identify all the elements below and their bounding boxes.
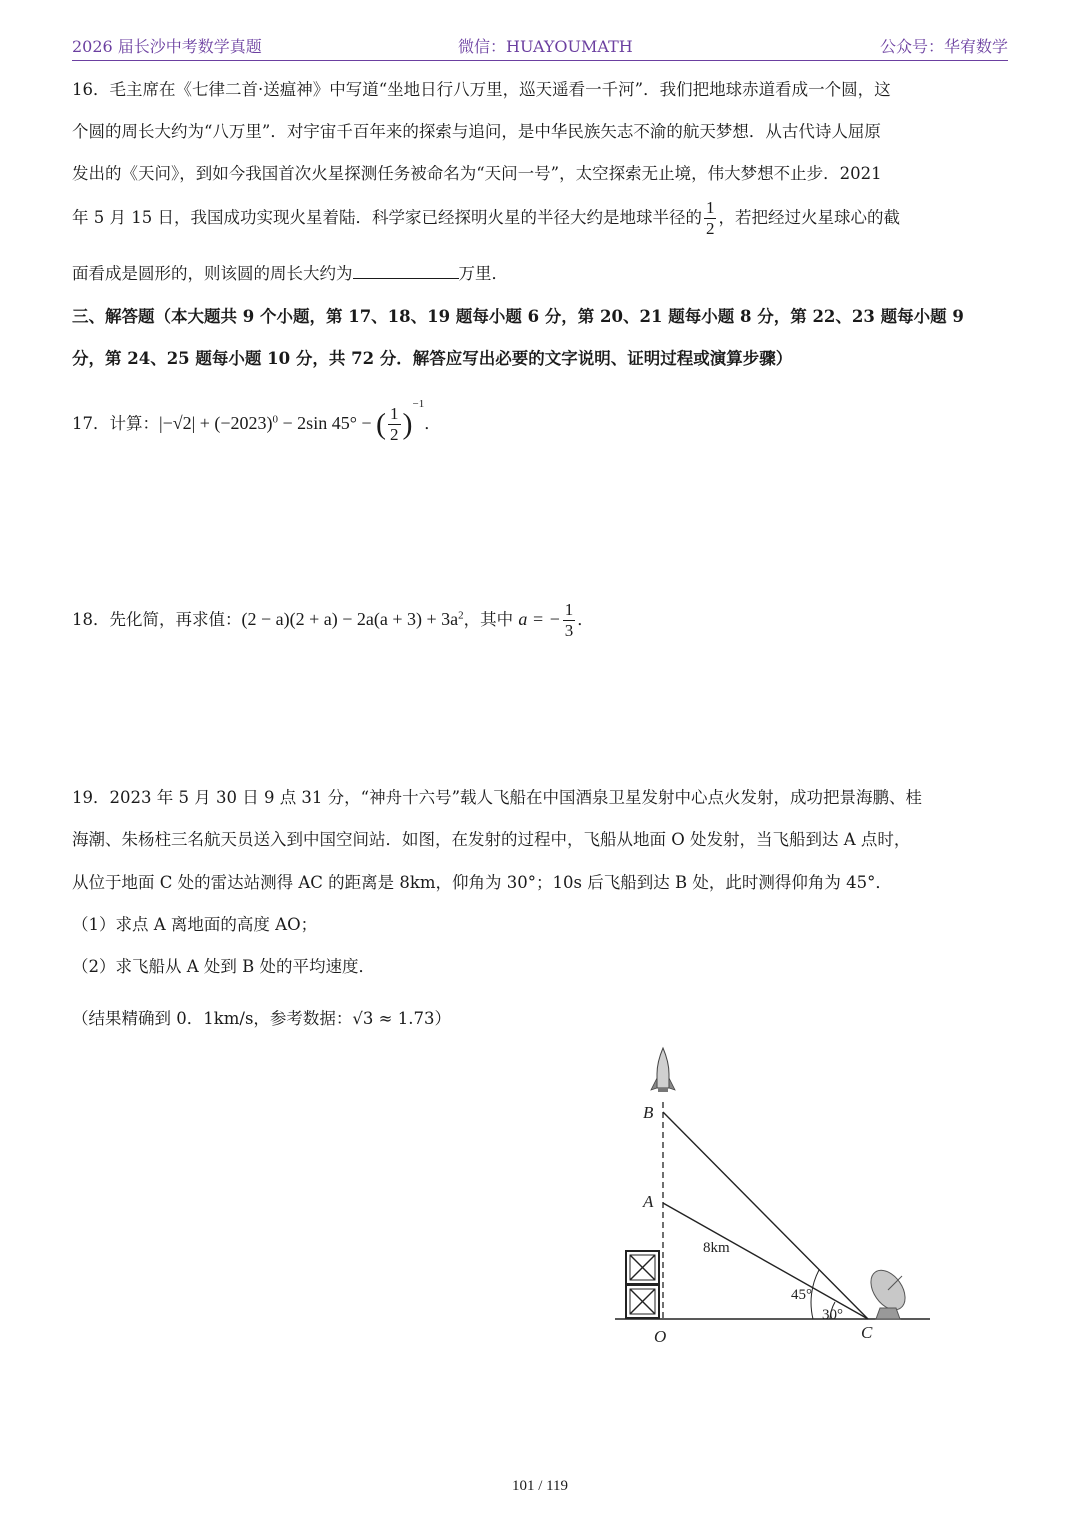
line-BC [663,1112,868,1319]
q16-fraction [704,198,717,239]
page-number: 101 / 119 [511,1478,569,1494]
q19-note: （结果精确到 0．1km/s，参考数据：√3 ≈ 1.73） [72,1009,451,1028]
geometry-figure [600,1040,940,1350]
q18-mid: ，其中 [463,610,519,629]
label-angle-45: 45° [791,1287,812,1303]
building-icon [626,1251,659,1318]
q17-exp-neg1: −1 [412,398,425,410]
q16-line5 [72,260,508,284]
q17-frac-num: 1 [390,404,399,423]
line-AC [663,1203,868,1319]
label-distance: 8km [703,1240,730,1256]
q17-fraction [388,404,401,445]
q17 [72,398,441,445]
header-wechat: 微信：HUAYOUMATH [458,37,633,56]
label-O: O [654,1327,667,1346]
q16-line1: 16．毛主席在《七律二首·送瘟神》中写道“坐地日行八万里，巡天遥看一千河”．我们把地球赤道看成一个圆，这 [72,80,891,99]
label-A: A [643,1192,654,1211]
q16-line4-tail: ，若把经过火星球心的截 [718,208,900,227]
q18-frac-den: 3 [564,621,574,640]
q17-suffix: ． [424,414,441,433]
q17-frac-den: 2 [390,425,399,444]
q16-line4 [72,198,900,239]
q16-line5-text: 面看成是圆形的，则该圆的周长大约为 [72,264,353,283]
page-header [72,30,1008,61]
section3-heading-line2: 分，第 24、25 题每小题 10 分，共 72 分．解答应写出必要的文字说明、证明过程或演算步骤） [72,349,793,368]
q18-expr: (2 − a)(2 + a) − 2a(a + 3) + 3a [241,609,459,629]
q18-suffix: ． [577,610,594,629]
angle-arc-45 [811,1270,819,1319]
header-account: 公众号：华宥数学 [879,37,1008,56]
label-angle-30: 30° [822,1307,843,1323]
rocket-icon [651,1048,675,1092]
q18 [72,600,594,641]
q17-expr-a: |−√2| + (−2023) [159,413,273,433]
label-B: B [643,1103,654,1122]
q17-exp0: 0 [272,413,279,426]
header-title: 2026 届长沙中考数学真题 [72,37,262,56]
q19-line1: 19．2023 年 5 月 30 日 9 点 31 分，“神舟十六号”载人飞船在中国酒泉卫星发射中心点火发射，成功把景海鹏、桂 [72,788,923,807]
q16-line5-tail: 万里． [458,264,508,283]
q16-line4-text: 年 5 月 15 日，我国成功实现火星着陆．科学家已经探明火星的半径大约是地球半径的 [72,208,702,227]
q18-var: a = − [518,609,561,629]
section3-heading-line1: 三、解答题（本大题共 9 个小题，第 17、18、19 题每小题 6 分，第 20、21 题每小题 8 分，第 22、23 题每小题 9 [72,307,964,326]
q19-part1: （1）求点 A 离地面的高度 AO； [72,915,318,934]
q18-prefix: 18．先化简，再求值： [72,610,242,629]
radar-icon [864,1264,912,1319]
q19-line2: 海潮、朱杨柱三名航天员送入到中国空间站．如图，在发射的过程中，飞船从地面 O 处发射，当飞船到达 A 点时， [72,830,911,849]
q18-exp2: 2 [458,609,464,622]
q18-frac-num: 1 [564,600,574,619]
q16-frac-num: 1 [705,198,715,217]
label-C: C [861,1323,873,1342]
q17-paren-close: ) [402,407,413,441]
q19-part2: （2）求飞船从 A 处到 B 处的平均速度． [72,957,376,976]
q18-fraction [563,600,576,641]
q16-frac-den: 2 [705,219,715,238]
q16-line2: 个圆的周长大约为“八万里”．对宇宙千百年来的探索与追问，是中华民族矢志不渝的航天梦想．从古代诗人屈原 [72,122,881,141]
q17-expr-b: − 2sin 45° − [278,413,377,433]
q17-paren-open: ( [376,407,387,441]
q16-line3: 发出的《天问》，到如今我国首次火星探测任务被命名为“天问一号”，太空探索无止境，伟大梦想不止步．2021 [72,164,882,183]
q17-prefix: 17．计算： [72,414,159,433]
answer-blank[interactable] [353,262,459,279]
q19-line3: 从位于地面 C 处的雷达站测得 AC 的距离是 8km，仰角为 30°；10s 后飞船到达 B 处，此时测得仰角为 45°． [72,873,892,892]
